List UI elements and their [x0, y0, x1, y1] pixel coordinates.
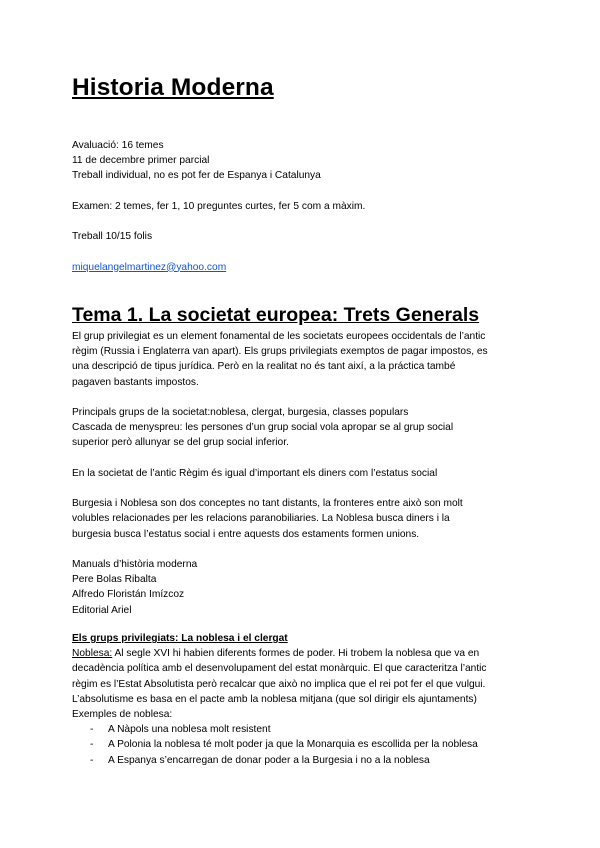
course-info — [72, 138, 537, 275]
dash-marker: - — [90, 724, 94, 736]
list-item: - A Espanya s’encarregan de donar poder a la Burgesia i no a la noblesa — [72, 753, 537, 768]
paragraph-burgesia-noblesa: Burgesia i Noblesa son dos conceptes no tant distants, la fronteres entre això son molt volubles relacionades per les relacions paranobiliaries. La Noblesa busca diners i la burgesia busca l’estatus social i entre aquests dos estaments formen unions. — [72, 498, 463, 540]
section-subheading: Els grups privilegiats: La noblesa i el clergat — [72, 633, 288, 644]
tema1-heading: Tema 1. La societat europea: Trets Generals — [72, 304, 480, 326]
info-individual-work: Treball individual, no es pot fer de Espanya i Catalunya — [72, 170, 321, 182]
dash-marker: - — [90, 754, 94, 766]
info-work-pages: Treball 10/15 folis — [72, 231, 153, 243]
tema1-body — [72, 329, 537, 618]
info-exam: Examen: 2 temes, fer 1, 10 preguntes curtes, fer 5 com a màxim. — [72, 200, 366, 212]
paragraph-money-status: En la societat de l’antic Règim és igual d’important els diners com l’estatus social — [72, 467, 438, 479]
paragraph-privileged-group: El grup privilegiat es un element fonamental de les societats europees occidentals de l’antic règim (Russia i Englaterra van apart). Els grups privilegiats exemptos de pagar impostos, es una descripció de tipus jurídica. Però en la realitat no és tant així, a la práctica també pagaven bastants impostos. — [72, 331, 488, 388]
info-first-partial: 11 de decembre primer parcial — [72, 155, 210, 167]
list-item: - A Nàpols una noblesa molt resistent — [72, 722, 537, 737]
noblesa-first-line: Noblesa: Al segle XVI hi habien diferents formes de poder. Hi trobem la noblesa que va en — [72, 648, 480, 660]
info-evaluation: Avaluació: 16 temes — [72, 140, 164, 151]
dash-marker: - — [90, 739, 94, 751]
manuals-list: Manuals d’història moderna Pere Bolas Ribalta Alfredo Floristán Imízcoz Editorial Ariel — [72, 558, 198, 616]
document-title-block — [72, 74, 537, 102]
nobility-examples-list — [72, 722, 537, 768]
paragraph-social-groups: Principals grups de la societat:noblesa, clergat, burgesia, classes populars Cascada de menyspreu: les persones d’un grup social vola apropar se al grup social superior però allunyar se del grup social inferior. — [72, 407, 454, 449]
document-title: Historia Moderna — [72, 74, 274, 101]
privileged-groups-section: Els grups privilegiats: La noblesa i el clergat Noblesa: Al segle XVI hi habien diferents formes de poder. Hi trobem la noblesa que va en decadència política amb el desenvolupament del estat monàrquic. El que caracteritza l’antic règim es l’Estat Absolutista però recalcar que això no implica que el rei pot fer el que vulgui. L’absolutisme es basa en el pacte amb la noblesa mitjana (que sol dirigir els ajuntaments) Exemples de noblesa: - A Nàpols una noblesa molt resistent - A Polonia la noblesa té molt poder ja que la Monarquia es escollida per la noblesa - A Espanya s’encarregan de donar poder a la Burgesia i no a la noblesa — [72, 631, 537, 768]
tema1-heading-block — [72, 304, 537, 327]
noblesa-label: Noblesa: — [72, 648, 113, 660]
list-item: - A Polonia la noblesa té molt poder ja que la Monarquia es escollida per la noblesa — [72, 737, 537, 752]
email-link[interactable]: miquelangelmartinez@yahoo.com — [72, 261, 227, 273]
